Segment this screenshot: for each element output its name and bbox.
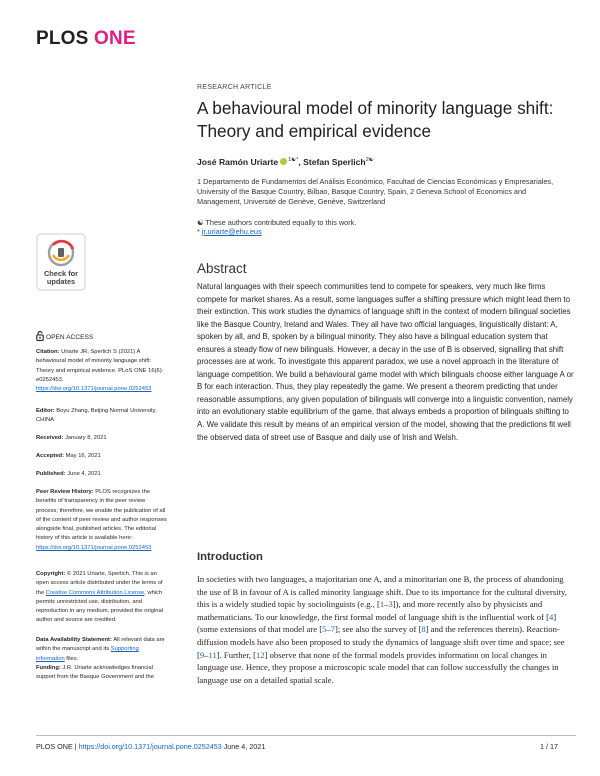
contribution-note: ☯ These authors contributed equally to this work. bbox=[197, 218, 357, 227]
copyright-text-end: , which permits unrestricted use, distribution, and reproduction in any medium, provided the original author and source are credited. bbox=[36, 589, 163, 624]
citation-ref[interactable]: 7 bbox=[330, 624, 335, 635]
open-access-text: OPEN ACCESS bbox=[46, 334, 94, 341]
intro-text-run: ] and the references therein). Reaction-diffusion models have also been proposed to study the dynamics of language shift over time and space; see [ bbox=[197, 624, 565, 660]
data-availability-label: Data Availability Statement: bbox=[36, 637, 112, 643]
data-availability-text-end: files. bbox=[64, 655, 79, 662]
footer-divider bbox=[36, 735, 576, 736]
copyright-block bbox=[36, 570, 168, 626]
check-label-line1: Check for bbox=[43, 269, 79, 278]
author-marks: 2☯ bbox=[365, 157, 374, 164]
check-for-updates-badge[interactable] bbox=[36, 233, 86, 291]
citation-ref[interactable]: 9 bbox=[199, 649, 205, 660]
citation-ref[interactable]: 4 bbox=[548, 611, 554, 622]
check-label-line2: updates bbox=[46, 277, 76, 286]
author-separator: , bbox=[298, 157, 304, 167]
author-name[interactable]: José Ramón Uriarte bbox=[197, 157, 279, 167]
open-access-label bbox=[36, 331, 93, 341]
peer-review-block bbox=[36, 488, 168, 553]
editor-label: Editor: bbox=[36, 408, 55, 414]
editor-text: Boyu Zhang, Beijing Normal University, CHINA bbox=[36, 408, 157, 424]
accepted-block bbox=[36, 452, 168, 461]
footer-doi-link[interactable]: https://doi.org/10.1371/journal.pone.0252453 bbox=[78, 742, 222, 751]
logo-text-one: ONE bbox=[94, 28, 136, 49]
received-label: Received: bbox=[36, 435, 64, 441]
author-marks: 1☯* bbox=[288, 157, 299, 164]
published-label: Published: bbox=[36, 471, 66, 477]
editor-block bbox=[36, 407, 168, 426]
peer-review-text: PLOS recognizes the benefits of transparency in the peer review process; therefore, we enable the publication of all of the content of peer review and author responses alongside final, published articles. The editorial history of this article is available here: bbox=[36, 489, 167, 542]
citation-ref[interactable]: 1 bbox=[379, 599, 385, 610]
received-block bbox=[36, 434, 168, 443]
logo-text-plos: PLOS bbox=[36, 28, 89, 49]
published-date: June 4, 2021 bbox=[65, 471, 101, 477]
intro-text-run: ] (some extensions of that model are [ bbox=[197, 611, 557, 635]
citation-doi-link[interactable]: https://doi.org/10.1371/journal.pone.0252453 bbox=[36, 386, 152, 393]
published-block bbox=[36, 470, 168, 479]
article-type: RESEARCH ARTICLE bbox=[197, 84, 272, 91]
citation-ref[interactable]: 12 bbox=[256, 649, 265, 660]
license-link[interactable]: Creative Commons Attribution License bbox=[45, 589, 145, 596]
affiliations: 1 Departamento de Fundamentos del Análisis Económico, Facultad de Ciencias Económicas y Empresariales, University of the Basque Country, Bilbao, Basque Country, Spain, 2 Geneva School of Economics and Management, Université de Genève, Genève, Switzerland bbox=[197, 177, 554, 207]
footer-date: June 4, 2021 bbox=[221, 742, 266, 751]
footer-separator: | bbox=[72, 742, 79, 751]
intro-text-run: ]), and more recently also by physicists and mathematicians. To our knowledge, the first formal model of language shift is the influential work of [ bbox=[197, 599, 549, 622]
intro-text-run: – bbox=[384, 599, 389, 610]
funding-block bbox=[36, 664, 168, 683]
author-name[interactable]: Stefan Sperlich bbox=[303, 157, 366, 167]
abstract-heading: Abstract bbox=[197, 261, 247, 276]
check-for-updates-icon bbox=[36, 233, 86, 291]
article-title: A behavioural model of minority language shift: Theory and empirical evidence bbox=[197, 98, 554, 141]
citation-ref[interactable]: 3 bbox=[388, 599, 393, 610]
data-availability-text: All relevant data are within the manuscript and its bbox=[36, 637, 165, 653]
intro-text-run: – bbox=[204, 649, 209, 660]
email-link[interactable]: jr.uriarte@ehu.eus bbox=[201, 227, 262, 236]
received-date: January 8, 2021 bbox=[63, 435, 107, 441]
open-lock-icon bbox=[36, 331, 44, 341]
email-marker: * bbox=[197, 227, 202, 236]
intro-text-run: ] observe that none of the formal models provides information on local changes in language use. Hence, they propose a microscopic scale model that can follow successfully the changes in language use on a detailed spatial scale. bbox=[197, 649, 559, 685]
intro-text-run: ]; see also the survey of [ bbox=[334, 624, 422, 635]
accepted-date: May 16, 2021 bbox=[64, 453, 101, 459]
funding-text: J.R. Uriarte acknowledges financial support from the Basque Government and the bbox=[36, 665, 154, 681]
abstract-text: Natural languages with their speech communities tend to compete for speakers, very much like firms compete for market shares. As a result, some languages suffer a shifting pressure which might lead them to their extinction. This work studies the dynamics of language shift in the context of modern bilingual societies like the Basque Country, Ireland and Wales. They all have two official languages, linguistically distant: A, spoken by all, and B, spoken by a bilingual minority. They also have a bilingual education system that ensures a steady flow of new bilinguals. However, a decay in the use of B is observed, signalling that shift processes are at work. To investigate this apparent paradox, we use a novel approach in the literature of language competition. We build a behavioural game model with which bilinguals choose either language A or B for each interaction. Thus, they play repeatedly the game. We present a theorem predicting that under reasonable assumptions, any given population of bilinguals will converge into a linguistic convention, namely into an evolutionary stable equilibrium of the game, that always embeds a proportion of bilinguals shifting to A. We validate this result by means of an empirical version of the model, showing that the predictions fit well the observed data of street use of Basque and daily use of Irish and Welsh. bbox=[197, 282, 574, 442]
corresponding-email bbox=[197, 227, 262, 236]
journal-logo[interactable] bbox=[36, 28, 136, 50]
orcid-icon[interactable] bbox=[280, 158, 287, 165]
copyright-label: Copyright: bbox=[36, 571, 66, 577]
page-number: 1 / 17 bbox=[540, 742, 558, 751]
footer-journal: PLOS ONE bbox=[36, 742, 73, 751]
introduction-text bbox=[197, 573, 575, 686]
copyright-text: © 2021 Uriarte, Sperlich. This is an open access article distributed under the terms of the bbox=[36, 571, 163, 596]
citation-ref[interactable]: 5 bbox=[322, 624, 327, 635]
intro-text-run: ]. Further, [ bbox=[216, 649, 257, 660]
page-footer bbox=[36, 742, 265, 751]
intro-text-run: In societies with two languages, a majoritarian one A, and a minoritarian one B, the process of abandoning the use of B in favour of A is called minority language shift. Due to its importance for the cultural diversity, this is a widely studied topic by sociolinguists (e.g., [ bbox=[197, 574, 567, 610]
citation-ref[interactable]: 11 bbox=[208, 649, 217, 660]
citation-text: Uriarte JR, Sperlich S (2021) A behavioural model of minority language shift: Theory and empirical evidence. PLoS ONE 16(6): e0252453. bbox=[36, 349, 164, 383]
data-availability-block bbox=[36, 636, 168, 664]
introduction-heading: Introduction bbox=[197, 551, 263, 563]
intro-text-run: – bbox=[326, 624, 331, 635]
citation-label: Citation: bbox=[36, 349, 60, 355]
funding-label: Funding: bbox=[36, 665, 61, 671]
supporting-info-link[interactable]: Supporting information bbox=[36, 646, 139, 662]
citation-block bbox=[36, 348, 168, 394]
accepted-label: Accepted: bbox=[36, 453, 65, 459]
author-list bbox=[197, 157, 374, 167]
citation-ref[interactable]: 8 bbox=[421, 624, 426, 635]
peer-review-label: Peer Review History: bbox=[36, 489, 94, 495]
peer-review-link[interactable]: https://doi.org/10.1371/journal.pone.0252453 bbox=[36, 544, 152, 551]
